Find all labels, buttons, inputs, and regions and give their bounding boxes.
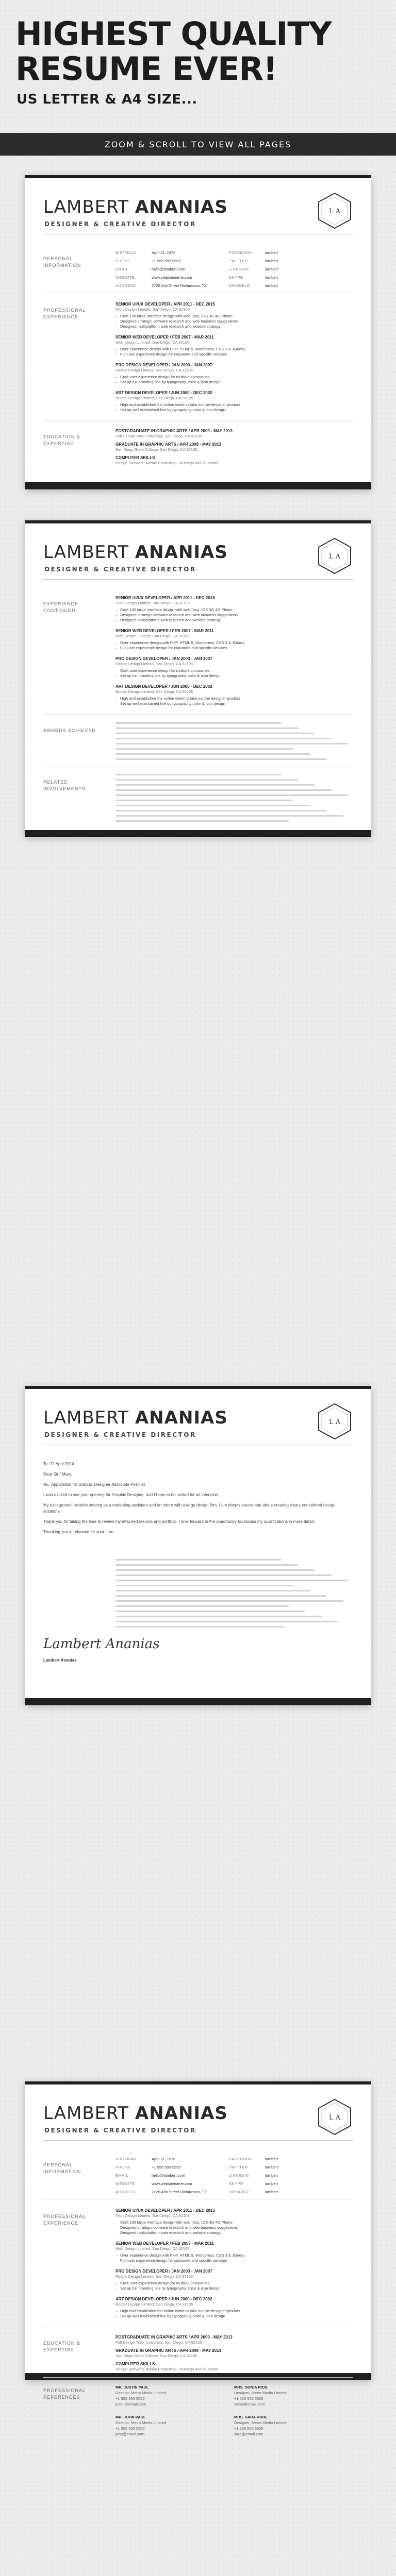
info-value: lambert	[265, 283, 278, 288]
person-name	[43, 1408, 228, 1428]
job-bullets	[116, 347, 353, 357]
job-bullet: – High end established the online world to take out the designer product	[116, 2309, 353, 2314]
last-name: ANANIAS	[135, 1408, 228, 1428]
text-line	[116, 1616, 322, 1617]
letter-greeting: Dear Sir / Mary,	[43, 1472, 72, 1477]
info-value: www.websitename.com	[152, 275, 192, 280]
job-bullet: – Craft user experience design for multiple companies	[116, 668, 353, 673]
info-value: hello@lambert.com	[152, 267, 185, 272]
reference-name: MR. JOHN PAUL	[116, 2415, 146, 2419]
page-header	[25, 523, 371, 585]
text-line	[116, 810, 326, 811]
text-lines	[116, 1559, 353, 1631]
job-entry	[116, 684, 353, 706]
reference-phone: +1 555 555 5555	[116, 2396, 145, 2401]
job-bullet: – Over experience design with PHP, HTML 5, Wordpress, CSS 3 & JQuery	[116, 347, 353, 352]
info-key: TWITTER	[229, 259, 248, 263]
text-line	[116, 1569, 315, 1571]
section-divider	[43, 714, 353, 715]
job-bullets	[116, 375, 353, 385]
text-line	[116, 1580, 348, 1581]
info-value: April 21, 1976	[152, 250, 176, 255]
education-entry	[116, 442, 353, 454]
education-school: San Diego State College, San Diego, CA 92105	[116, 2353, 197, 2358]
job-bullets	[116, 696, 353, 706]
info-key: PHONE	[116, 2165, 131, 2170]
job-bullet: – Set up well maintained line by typography color & icon design	[116, 701, 353, 706]
job-bullet: – Craft 100 large Interface design with web (Ios), iOS 3G 4G Phone	[116, 314, 353, 319]
job-bullet: – Craft user experience design for multiple companies	[116, 375, 353, 380]
job-company: Fiction Design Limited, San Diego, CA 92105	[116, 662, 193, 666]
text-line	[116, 1559, 282, 1561]
info-key: EMAIL	[116, 267, 129, 272]
job-bullet: – Designed multiplatform web research and website strategy	[116, 2230, 353, 2235]
section-label: RELATED INVOLVEMENTS	[43, 779, 86, 791]
education-title: POSTGRADUATE IN GRAPHIC ARTS / APR 2009 - MAY 2013	[116, 2335, 233, 2340]
person-role: DESIGNER & CREATIVE DIRECTOR	[44, 2127, 196, 2134]
text-line	[116, 1574, 332, 1576]
info-key: LINKEDIN	[229, 2173, 249, 2178]
text-line	[116, 758, 326, 760]
job-entry	[116, 2241, 353, 2263]
job-bullet: – Full user experience design for corporate and specific services	[116, 646, 353, 651]
resume-page-2	[25, 520, 371, 837]
page-header	[25, 178, 371, 240]
reference-org: Director, Metro Media Limited	[116, 2420, 166, 2425]
info-value: www.websitename.com	[152, 2181, 192, 2186]
person-role: DESIGNER & CREATIVE DIRECTOR	[44, 566, 196, 573]
first-name: LAMBERT	[43, 2103, 129, 2124]
job-title: SENIOR UI/UX DEVELOPER / APR 2011 - DEC 2015	[116, 2208, 215, 2213]
job-bullet: – Craft user experience design for multiple companies	[116, 2281, 353, 2286]
job-title: SENIOR WEB DEVELOPER / FEB 2007 - MAR 2011	[116, 629, 214, 633]
info-value: lambert	[265, 2190, 278, 2194]
job-bullets	[116, 2220, 353, 2235]
person-role: DESIGNER & CREATIVE DIRECTOR	[44, 221, 196, 228]
education-title: COMPUTER SKILLS	[116, 455, 155, 460]
job-bullet: – Set up full branding line by typography, color & icon design	[116, 2286, 353, 2291]
info-value: lambert	[265, 259, 278, 263]
job-bullet: – High end established the online world to take out the designer product	[116, 696, 353, 701]
job-title: SENIOR UI/UX DEVELOPER / APR 2011 - DEC 2015	[116, 596, 215, 600]
svg-text:L A: L A	[328, 208, 341, 215]
job-bullets	[116, 2253, 353, 2263]
job-title: ART DESIGN DEVELOPER / JUN 2000 - DEC 2002	[116, 684, 212, 689]
text-line	[116, 805, 310, 806]
info-value: +1 555 555 5555	[152, 259, 181, 263]
education-entry	[116, 429, 353, 440]
job-company: Tech Design Limited, San Diego, CA 92105	[116, 2213, 190, 2218]
text-line	[116, 800, 293, 801]
hero	[0, 0, 396, 170]
job-entry	[116, 302, 353, 329]
education-title: GRADUATE IN GRAPHIC ARTS / APR 2009 - MAY 2013	[116, 442, 222, 447]
job-bullet: – Full user experience design for corporate and specific services	[116, 2258, 353, 2263]
info-value: 2725 Ash Street Richardson, TX	[152, 2190, 207, 2194]
job-entry	[116, 656, 353, 679]
last-name: ANANIAS	[135, 2103, 228, 2124]
info-key: FACEBOOK	[229, 250, 253, 255]
first-name: LAMBERT	[43, 197, 129, 217]
section-label: PROFESSIONAL REFERENCES	[43, 2388, 86, 2400]
info-value: lambert	[265, 2165, 278, 2170]
education-entry	[116, 2348, 353, 2360]
info-key: BIRTHDAY	[116, 2157, 137, 2161]
first-name: LAMBERT	[43, 542, 129, 563]
text-line	[116, 1590, 310, 1591]
section-label: AWARDS ACHIEVED	[43, 728, 96, 733]
resume-page-a4	[25, 2081, 371, 2436]
reference-email: justin@email.com	[116, 2402, 146, 2406]
job-bullet: – Set up full branding line by typography, color & icon design	[116, 380, 353, 385]
job-entry	[116, 363, 353, 385]
person-name	[43, 197, 228, 217]
info-key: TWITTER	[229, 2165, 248, 2170]
job-company: Web Design Limited, San Diego, CA 92105	[116, 340, 190, 345]
info-value: lambert	[265, 2181, 278, 2186]
job-bullets	[116, 2281, 353, 2291]
text-line	[116, 722, 282, 724]
cover-letter-page	[25, 1386, 371, 1705]
page-header	[25, 1389, 371, 1451]
reference-phone: +1 555 555 5555	[234, 2396, 263, 2401]
hero-title: HIGHEST QUALITY RESUME EVER!	[15, 15, 332, 88]
first-name: LAMBERT	[43, 1408, 129, 1428]
svg-text:L A: L A	[328, 553, 341, 561]
reference-org: Designer, Metro Media Limited	[234, 2420, 287, 2425]
job-company: Burger Design Limited, San Diego, CA 92105	[116, 396, 193, 400]
job-company: Web Design Limited, San Diego, CA 92105	[116, 2246, 190, 2251]
job-entry	[116, 335, 353, 357]
info-value: lambert	[265, 2173, 278, 2178]
section-label: PERSONAL INFORMATION	[43, 256, 81, 268]
reference-email: sonia@email.com	[234, 2402, 265, 2406]
section-label: EDUCATION & EXPERTISE	[43, 434, 80, 446]
education-school: Full Design Tutor University, San Diego, CA 92105	[116, 2340, 202, 2345]
text-line	[116, 820, 289, 822]
reference-card	[234, 2414, 353, 2437]
text-line	[116, 753, 310, 755]
reference-name: MRS. SONIA RIOS	[234, 2385, 268, 2389]
job-bullets	[116, 2309, 353, 2319]
job-entry	[116, 596, 353, 623]
hexagon-logo-icon	[317, 2098, 353, 2136]
section-label: PROFESSIONAL EXPERIENCE	[43, 308, 86, 319]
reference-phone: +1 555 555 5555	[116, 2426, 145, 2431]
last-name: ANANIAS	[135, 197, 228, 217]
section-label: PERSONAL INFORMATION	[43, 2162, 81, 2174]
text-line	[116, 1611, 305, 1612]
education-title: GRADUATE IN GRAPHIC ARTS / APR 2009 - MAY 2013	[116, 2348, 222, 2353]
text-line	[116, 815, 343, 817]
job-bullet: – Set up well maintained line by typography color & icon design	[116, 2314, 353, 2319]
info-key: BIRTHDAY	[116, 250, 137, 255]
info-key: DRIBBBLE	[229, 2190, 251, 2194]
text-line	[116, 779, 298, 781]
job-bullet: – Designed multiplatform web research and website strategy	[116, 618, 353, 623]
info-value: April 21, 1976	[152, 2157, 176, 2161]
job-bullet: – Craft 100 large Interface design with web (Ios), iOS 3G 4G Phone	[116, 607, 353, 613]
job-entry	[116, 2208, 353, 2235]
info-value: lambert	[265, 275, 278, 280]
info-key: SKYPE	[229, 275, 243, 280]
job-title: ART DESIGN DEVELOPER / JUN 2000 - DEC 2002	[116, 2297, 212, 2301]
job-bullet: – Set up well maintained line by typography color & icon design	[116, 408, 353, 413]
text-line	[116, 789, 332, 791]
section-label: PROFESSIONAL EXPERIENCE	[43, 2214, 86, 2226]
info-value: 2725 Ash Street Richardson, TX	[152, 283, 207, 288]
job-bullets	[116, 314, 353, 329]
letter-subject: RE: Application for Graphic Designer Associate Position	[43, 1482, 145, 1487]
reference-email: john@email.com	[116, 2432, 144, 2436]
education-school: Design Software: Adobe Photoshop, InDesign and Illustrator	[116, 461, 219, 465]
education-school: San Diego State College, San Diego, CA 92105	[116, 447, 197, 452]
text-line	[116, 1600, 343, 1602]
letter-p3: Thank you for taking the time to review my attached resume and portfolio. I look forward to the opportunity to discuss my qualifications in more detail.	[43, 1519, 315, 1524]
resume-page-1	[25, 175, 371, 489]
job-bullet: – High end established the online world to take out the designer product	[116, 402, 353, 408]
zoom-banner: ZOOM & SCROLL TO VIEW ALL PAGES	[0, 133, 396, 156]
text-line	[116, 774, 282, 775]
page-header	[25, 2084, 371, 2146]
header-divider	[43, 579, 353, 580]
text-lines	[116, 722, 353, 764]
job-bullets	[116, 668, 353, 679]
info-key: ADDRESS	[116, 283, 136, 288]
reference-org: Designer, Metro Media Limited	[234, 2391, 287, 2395]
text-line	[116, 1564, 298, 1566]
letter-closing: Thanking you in advance for your time,	[43, 1530, 114, 1534]
svg-text:L A: L A	[328, 1418, 341, 1426]
info-key: ADDRESS	[116, 2190, 136, 2194]
header-divider	[43, 2140, 353, 2141]
references-grid	[116, 2384, 353, 2437]
job-bullet: – Designed strategic software research and web business suggestions	[116, 613, 353, 618]
last-name: ANANIAS	[135, 542, 228, 563]
job-bullet: – Designed strategic software research and web business suggestions	[116, 2225, 353, 2230]
signature: Lambert Ananias	[43, 1636, 160, 1652]
reference-name: MRS. SARA RUDE	[234, 2415, 268, 2419]
job-bullets	[116, 402, 353, 413]
personal-info-grid	[116, 250, 353, 289]
info-key: WEBSITE	[116, 2181, 135, 2186]
reference-card	[234, 2384, 353, 2407]
education-entry	[116, 2335, 353, 2347]
text-line	[116, 1605, 289, 1607]
info-value: lambert	[265, 250, 278, 255]
job-title: SENIOR WEB DEVELOPER / FEB 2007 - MAR 2011	[116, 335, 214, 340]
info-value: +1 555 555 5555	[152, 2165, 181, 2170]
letter-p2: My background includes serving as a marketing assistant and an intern with a large design firm. I am deeply passionate about creating clean, considered design solutions.	[43, 1503, 336, 1514]
job-company: Burger Design Limited, San Diego, CA 92105	[116, 689, 193, 694]
section-divider	[43, 420, 353, 421]
info-key: SKYPE	[229, 2181, 243, 2186]
section-label: EXPERIENCE CONTINUED	[43, 601, 79, 613]
reference-email: sara@email.com	[234, 2432, 263, 2436]
text-line	[116, 784, 315, 786]
person-role: DESIGNER & CREATIVE DIRECTOR	[44, 1431, 196, 1438]
hexagon-logo-icon	[317, 537, 353, 575]
letter-date: To: 22 April 2014	[43, 1462, 74, 1466]
info-key: LINKEDIN	[229, 267, 249, 272]
person-name	[43, 542, 228, 563]
hero-subtitle: US LETTER & A4 SIZE...	[16, 92, 197, 107]
job-title: PRO DESIGN DEVELOPER / JAN 2003 - JAN 2007	[116, 656, 212, 661]
job-title: PRO DESIGN DEVELOPER / JAN 2003 - JAN 2007	[116, 363, 212, 367]
reference-org: Director, Metro Media Limited	[116, 2391, 166, 2395]
signer-name: Lambert Ananias	[43, 1658, 77, 1663]
job-company: Tech Design Limited, San Diego, CA 92105	[116, 307, 190, 312]
job-bullet: – Set up full branding line by typography, color & icon design	[116, 673, 353, 679]
text-line	[116, 727, 298, 729]
job-bullets	[116, 607, 353, 623]
job-entry	[116, 2297, 353, 2319]
section-divider	[43, 2377, 353, 2378]
job-entry	[116, 629, 353, 651]
job-title: PRO DESIGN DEVELOPER / JAN 2003 - JAN 2007	[116, 2269, 212, 2274]
reference-phone: +1 555 555 5555	[234, 2426, 263, 2431]
info-value: hello@lambert.com	[152, 2173, 185, 2178]
text-line	[116, 1626, 284, 1628]
job-bullet: – Over experience design with PHP, HTML 5, Wordpress, CSS 3 & JQuery	[116, 640, 353, 646]
job-company: Web Design Limited, San Diego, CA 92105	[116, 634, 190, 638]
education-school: Full Design Tutor University, San Diego, CA 92105	[116, 434, 202, 438]
text-line	[116, 733, 315, 734]
reference-card	[116, 2414, 234, 2437]
info-key: DRIBBBLE	[229, 283, 251, 288]
text-line	[116, 1621, 338, 1622]
hexagon-logo-icon	[317, 1402, 353, 1440]
letter-body	[43, 1461, 353, 1539]
info-key: WEBSITE	[116, 275, 135, 280]
hexagon-logo-icon	[317, 192, 353, 230]
reference-card	[116, 2384, 234, 2407]
section-label: EDUCATION & EXPERTISE	[43, 2341, 80, 2352]
job-bullet: – Designed strategic software research and web business suggestions	[116, 319, 353, 324]
job-company: Fiction Design Limited, San Diego, CA 92105	[116, 368, 193, 372]
job-company: Tech Design Limited, San Diego, CA 92105	[116, 601, 190, 605]
personal-info-grid	[116, 2157, 353, 2195]
education-entry	[116, 2362, 353, 2374]
info-key: FACEBOOK	[229, 2157, 253, 2161]
job-title: SENIOR UI/UX DEVELOPER / APR 2011 - DEC 2015	[116, 302, 215, 307]
job-bullet: – Designed multiplatform web research and website strategy	[116, 324, 353, 329]
text-line	[116, 794, 348, 796]
text-lines	[116, 774, 353, 825]
job-title: ART DESIGN DEVELOPER / JUN 2000 - DEC 2002	[116, 391, 212, 395]
info-value: lambert	[265, 2157, 278, 2161]
info-value: lambert	[265, 267, 278, 272]
job-bullets	[116, 640, 353, 651]
info-key: EMAIL	[116, 2173, 129, 2178]
education-entry	[116, 455, 353, 467]
reference-name: MR. JUSTIN PAUL	[116, 2385, 149, 2389]
text-line	[116, 1585, 293, 1586]
education-title: POSTGRADUATE IN GRAPHIC ARTS / APR 2009 - MAY 2013	[116, 429, 233, 433]
svg-text:L A: L A	[328, 2114, 341, 2122]
job-bullet: – Craft 100 large Interface design with web (Ios), iOS 3G 4G Phone	[116, 2220, 353, 2225]
job-company: Burger Design Limited, San Diego, CA 92105	[116, 2302, 193, 2307]
education-title: COMPUTER SKILLS	[116, 2362, 155, 2366]
job-title: SENIOR WEB DEVELOPER / FEB 2007 - MAR 2011	[116, 2241, 214, 2246]
text-line	[116, 738, 332, 739]
text-line	[116, 1595, 326, 1597]
text-line	[116, 748, 293, 750]
person-name	[43, 2103, 228, 2124]
job-company: Fiction Design Limited, San Diego, CA 92105	[116, 2274, 193, 2279]
job-entry	[116, 391, 353, 413]
letter-p1: I was excited to see your opening for Graphic Designer, and I hope to be invited for an interview.	[43, 1493, 219, 1497]
text-line	[116, 743, 348, 744]
education-school: Design Software: Adobe Photoshop, InDesign and Illustrator	[116, 2367, 219, 2371]
info-key: PHONE	[116, 259, 131, 263]
job-bullet: – Over experience design with PHP, HTML 5, Wordpress, CSS 3 & JQuery	[116, 2253, 353, 2258]
job-entry	[116, 2269, 353, 2291]
job-bullet: – Full user experience design for corporate and specific services	[116, 352, 353, 357]
